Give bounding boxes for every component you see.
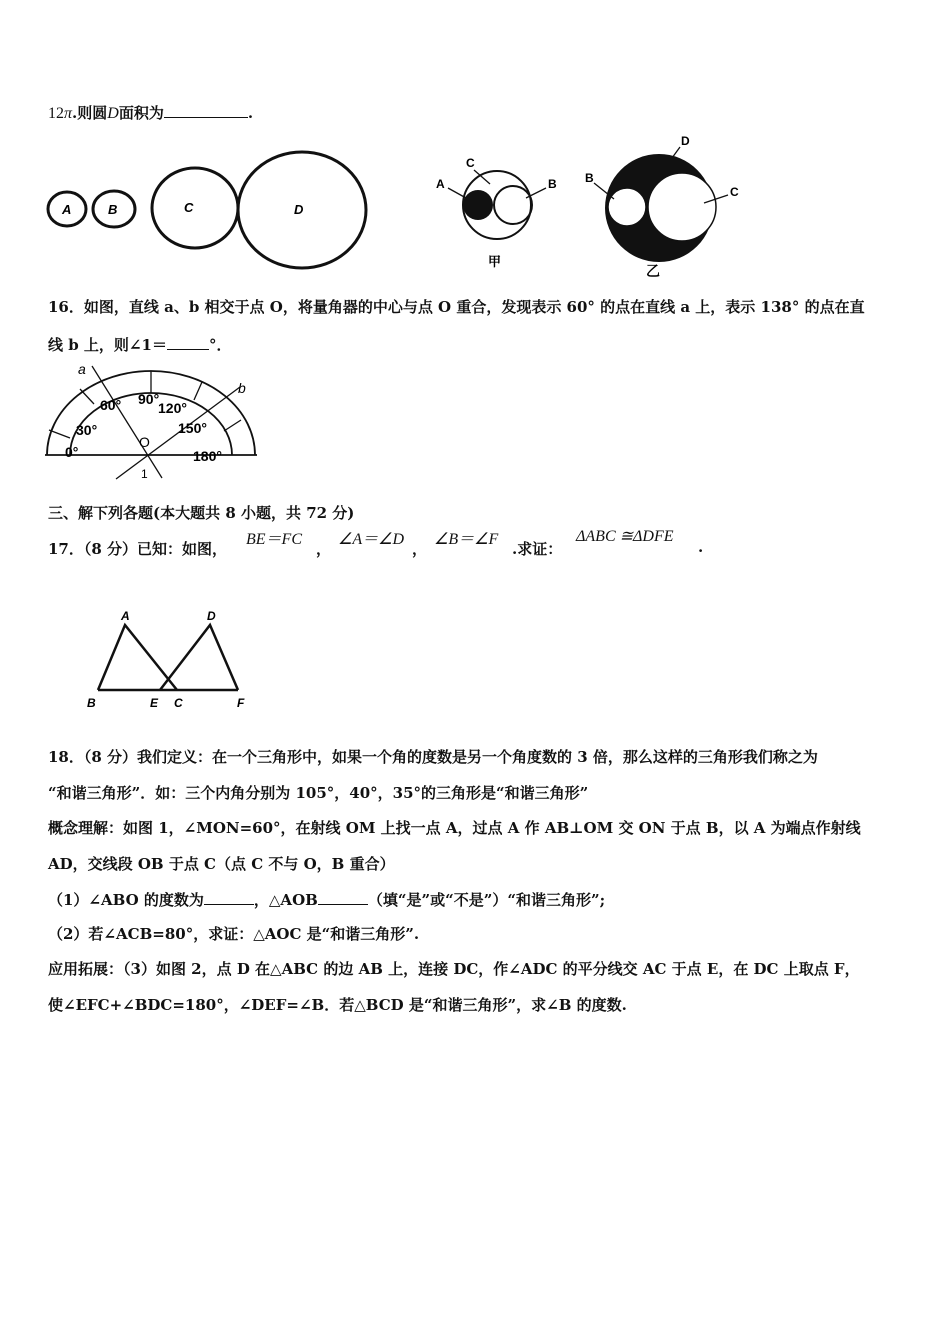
yi-circle-c: [648, 173, 716, 241]
q17-label-a: A: [121, 609, 130, 623]
yi-circle-b: [608, 188, 646, 226]
q16-answer-blank[interactable]: [167, 349, 209, 350]
q15-tail-text: .则圆: [72, 104, 108, 122]
q17-end: .: [698, 538, 704, 556]
q17-label-f: F: [237, 696, 245, 710]
section3-heading: 三、解下列各题(本大题共 8 小题，共 72 分): [48, 504, 355, 522]
protractor-angle-1: 1: [141, 467, 148, 481]
protractor-120: 120°: [158, 400, 187, 416]
jia-label-c: C: [466, 156, 475, 170]
q18-line3: 概念理解：如图 1，∠MON=60°，在射线 OM 上找一点 A，过点 A 作 AB⊥OM 交 ON 于点 B，以 A 为端点作射线: [48, 819, 861, 837]
q17-triangles-figure: [80, 606, 260, 714]
q18-line5-c: （填“是”或“不是”）“和谐三角形”;: [367, 891, 606, 909]
q18-blank-1[interactable]: [204, 904, 254, 905]
q18-line5: [48, 889, 605, 910]
label-c: C: [184, 200, 194, 215]
q18-line1: 18．（8 分）我们定义：在一个三角形中，如果一个角的度数是另一个角度数的 3 倍，那么这样的三角形我们称之为: [48, 748, 818, 766]
q17-label-c: C: [174, 696, 183, 710]
q17-label-e: E: [150, 696, 159, 710]
q15-var-d: D: [107, 105, 119, 122]
q18-line8: 使∠EFC+∠BDC=180°，∠DEF=∠B．若△BCD 是“和谐三角形”，求∠B 的度数.: [48, 996, 627, 1014]
q18-line4: AD，交线段 OB 于点 C（点 C 不与 O，B 重合）: [48, 855, 395, 873]
label-a: A: [62, 202, 72, 217]
q18-line5-a: （1）∠ABO 的度数为: [48, 891, 204, 909]
label-d: D: [294, 202, 304, 217]
q17-mid: .求证：: [512, 540, 563, 558]
circle-c: [152, 168, 238, 248]
yi-label-d: D: [681, 134, 690, 148]
q17-prefix: 17．（8 分）已知：如图，: [48, 540, 228, 558]
q17-label-d: D: [207, 609, 216, 623]
protractor-30: 30°: [76, 422, 98, 438]
protractor-150: 150°: [178, 420, 207, 436]
q15-answer-blank[interactable]: [164, 117, 248, 118]
jia-label-b: B: [548, 177, 557, 191]
yi-label-b: B: [585, 171, 594, 185]
q15-twelve: 12: [48, 105, 64, 122]
q18-line5-b: ，△AOB: [253, 891, 318, 909]
q17-cond1: BE＝FC: [246, 531, 302, 548]
q15-yi-figure: [580, 133, 750, 281]
jia-circle-b: [494, 186, 532, 224]
protractor-label-a: a: [78, 361, 86, 377]
q16-line2-suffix: °．: [208, 336, 232, 354]
triangle-abc: [98, 625, 177, 690]
yi-label-c: C: [730, 185, 739, 199]
q17-sep1: ，: [316, 540, 332, 558]
q15-pi: π: [64, 105, 73, 122]
q15-jia-figure: [430, 150, 570, 275]
protractor-label-b: b: [238, 380, 246, 396]
jia-caption: 甲: [488, 254, 502, 269]
protractor-label-o: O: [139, 434, 150, 450]
protractor-90: 90°: [138, 391, 160, 407]
q16-line2: [48, 334, 231, 355]
q15-tail-suffix: 面积为: [118, 104, 164, 122]
q15-tail-end: .: [247, 104, 254, 122]
label-b: B: [108, 202, 118, 217]
q17-sep2: ，: [412, 540, 428, 558]
q16-line1: 16．如图，直线 a、b 相交于点 O，将量角器的中心与点 O 重合，发现表示 60° 的点在直线 a 上，表示 138° 的点在直: [48, 298, 865, 316]
triangle-dfe: [160, 625, 238, 690]
protractor-60: 60°: [100, 397, 122, 413]
q18-line6: （2）若∠ACB=80°，求证：△AOC 是“和谐三角形”.: [48, 925, 420, 943]
jia-circle-a: [463, 190, 493, 220]
q16-line2-prefix: 线 b 上，则∠1＝: [48, 336, 167, 354]
jia-label-a: A: [436, 177, 445, 191]
protractor-180: 180°: [193, 448, 222, 464]
q17-goal: ΔABC ≅ΔDFE: [576, 528, 674, 545]
q17-cond2: ∠A＝∠D: [338, 531, 405, 548]
q18-line2: “和谐三角形”．如：三个内角分别为 105°，40°，35°的三角形是“和谐三角形”: [48, 784, 589, 802]
yi-caption: 乙: [646, 263, 660, 279]
q18-line7: 应用拓展：（3）如图 2，点 D 在△ABC 的边 AB 上，连接 DC，作∠ADC 的平分线交 AC 于点 E，在 DC 上取点 F，: [48, 960, 860, 978]
q17-label-b: B: [87, 696, 96, 710]
q17-cond3: ∠B＝∠F: [434, 531, 499, 548]
q15-tail-line: [48, 102, 253, 123]
protractor-0: 0°: [65, 444, 79, 460]
q15-circles-figure: [40, 148, 380, 278]
q16-protractor-figure: [40, 360, 260, 480]
q18-blank-2[interactable]: [318, 904, 368, 905]
